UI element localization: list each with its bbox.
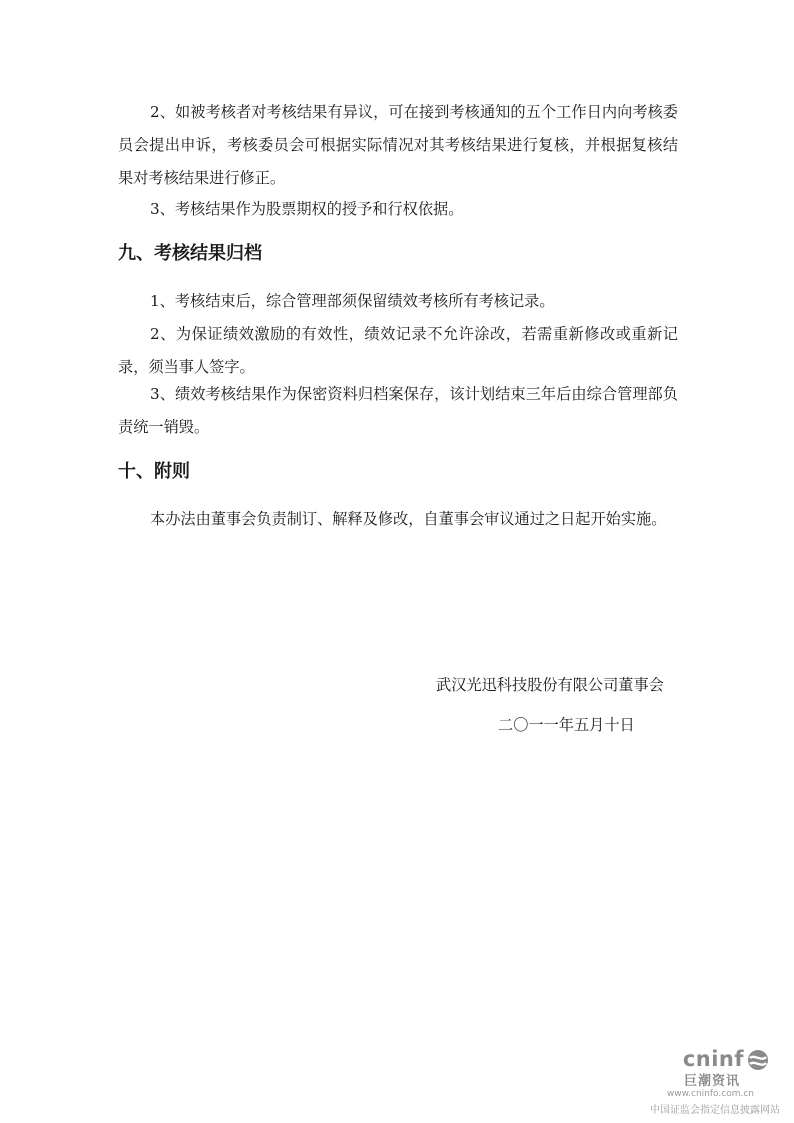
paragraph-option-basis: 3、考核结果作为股票期权的授予和行权依据。 (150, 200, 464, 218)
watermark-slogan: 中国证监会指定信息披露网站 (650, 1105, 780, 1116)
section-heading-supplementary: 十、附则 (118, 461, 190, 482)
paragraph-confidential-storage: 3、绩效考核结果作为保密资料归档案保存，该计划结束三年后由综合管理部负责统一销毁。 (118, 385, 678, 436)
cninfo-logo-icon (746, 1049, 770, 1071)
section-heading-archiving: 九、考核结果归档 (118, 243, 262, 264)
paragraph-effective-date: 本办法由董事会负责制订、解释及修改，自董事会审议通过之日起开始实施。 (150, 510, 667, 528)
signature-date: 二〇一一年五月十日 (498, 716, 635, 734)
watermark-url: www.cninfo.com.cn (666, 1089, 754, 1099)
cninfo-watermark (630, 1047, 780, 1117)
paragraph-review-appeal: 2、如被考核者对考核结果有异议，可在接到考核通知的五个工作日内向考核委员会提出申诉，考核委员会可根据实际情况对其考核结果进行复核，并根据复核结果对考核结果进行修正。 (118, 103, 678, 187)
paragraph-no-alteration: 2、为保证绩效激励的有效性，绩效记录不允许涂改，若需重新修改或重新记录，须当事人签字。 (118, 325, 678, 376)
signature-company: 武汉光迅科技股份有限公司董事会 (436, 676, 664, 694)
watermark-brand: cninf (682, 1047, 744, 1071)
watermark-brand-cn: 巨潮资讯 (683, 1074, 740, 1089)
paragraph-archive-records: 1、考核结束后，综合管理部须保留绩效考核所有考核记录。 (150, 292, 555, 310)
